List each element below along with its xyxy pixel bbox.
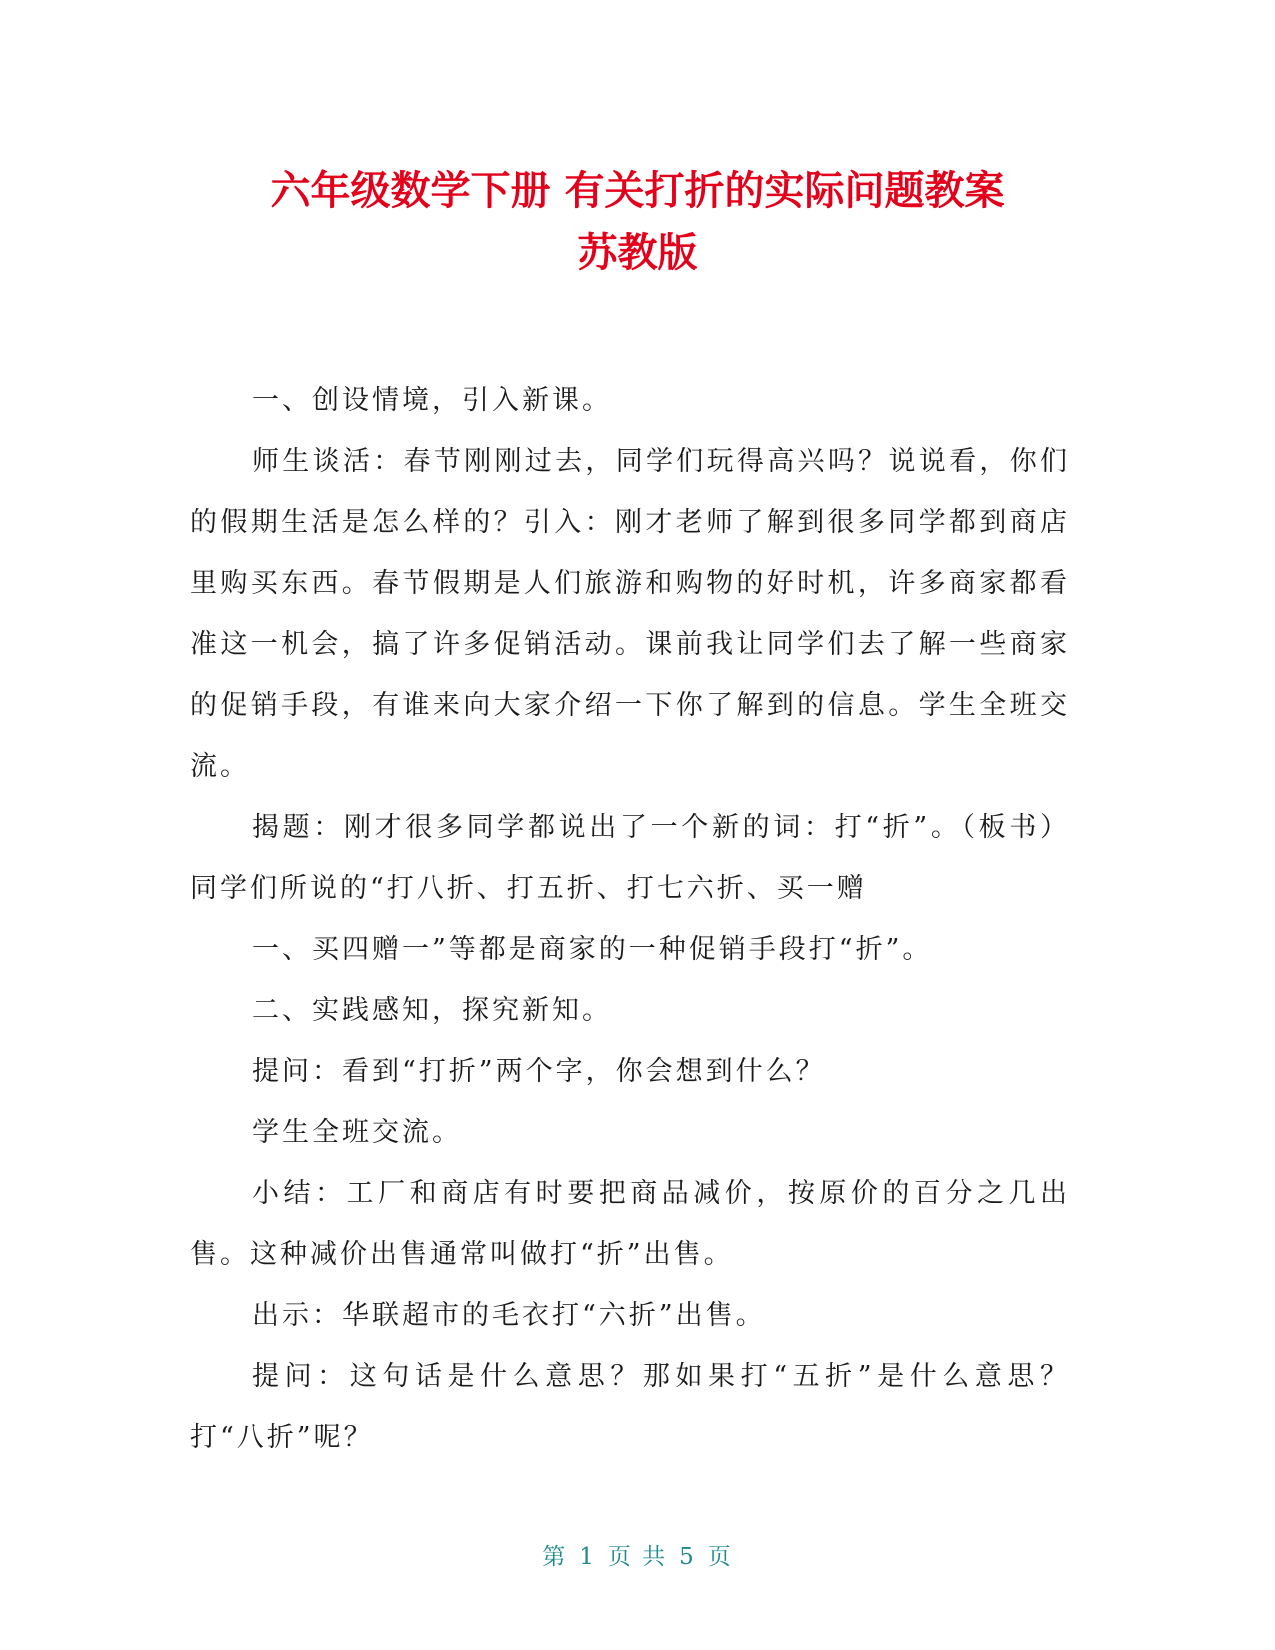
page-footer	[0, 1538, 1275, 1571]
document-title	[150, 160, 1125, 284]
footer-prefix: 第	[542, 1544, 568, 1570]
paragraph: 出示：华联超市的毛衣打“六折”出售。	[252, 1300, 766, 1331]
paragraph: 一、买四赠一”等都是商家的一种促销手段打“折”。	[252, 934, 933, 965]
paragraph: 提问：看到“打折”两个字，你会想到什么？	[252, 1056, 826, 1087]
paragraph: 一、创设情境，引入新课。	[252, 385, 612, 416]
paragraph: 师生谈活：春节刚刚过去，同学们玩得高兴吗？说说看，你们的假期生活是怎么样的？引入：刚才老师了解到很多同学都到商店里购买东西。春节假期是人们旅游和购物的好时机，许多商家都看准这一机会，搞了许多促销活动。课前我让同学们去了解一些商家的促销手段，有谁来向大家介绍一下你了解到的信息。学生全班交流。	[190, 446, 1070, 782]
footer-page-number: 1	[579, 1544, 596, 1570]
title-line-1: 六年级数学下册 有关打折的实际问题教案	[270, 168, 1005, 214]
paragraph: 二、实践感知，探究新知。	[252, 995, 612, 1026]
paragraph: 学生全班交流。	[252, 1117, 462, 1148]
title-line-2: 苏教版	[577, 230, 698, 276]
footer-total-pages: 5	[679, 1544, 696, 1570]
paragraph: 提问：这句话是什么意思？那如果打“五折”是什么意思？打“八折”呢？	[190, 1361, 1070, 1453]
document-body	[190, 370, 1070, 1468]
paragraph: 小结：工厂和商店有时要把商品减价，按原价的百分之几出售。这种减价出售通常叫做打“折”出售。	[190, 1178, 1070, 1270]
footer-suffix: 页	[707, 1544, 733, 1570]
footer-middle: 页 共	[607, 1544, 668, 1570]
paragraph: 揭题：刚才很多同学都说出了一个新的词：打“折”。（板书） 同学们所说的“打八折、打五折、打七六折、买一赠	[190, 812, 1070, 904]
